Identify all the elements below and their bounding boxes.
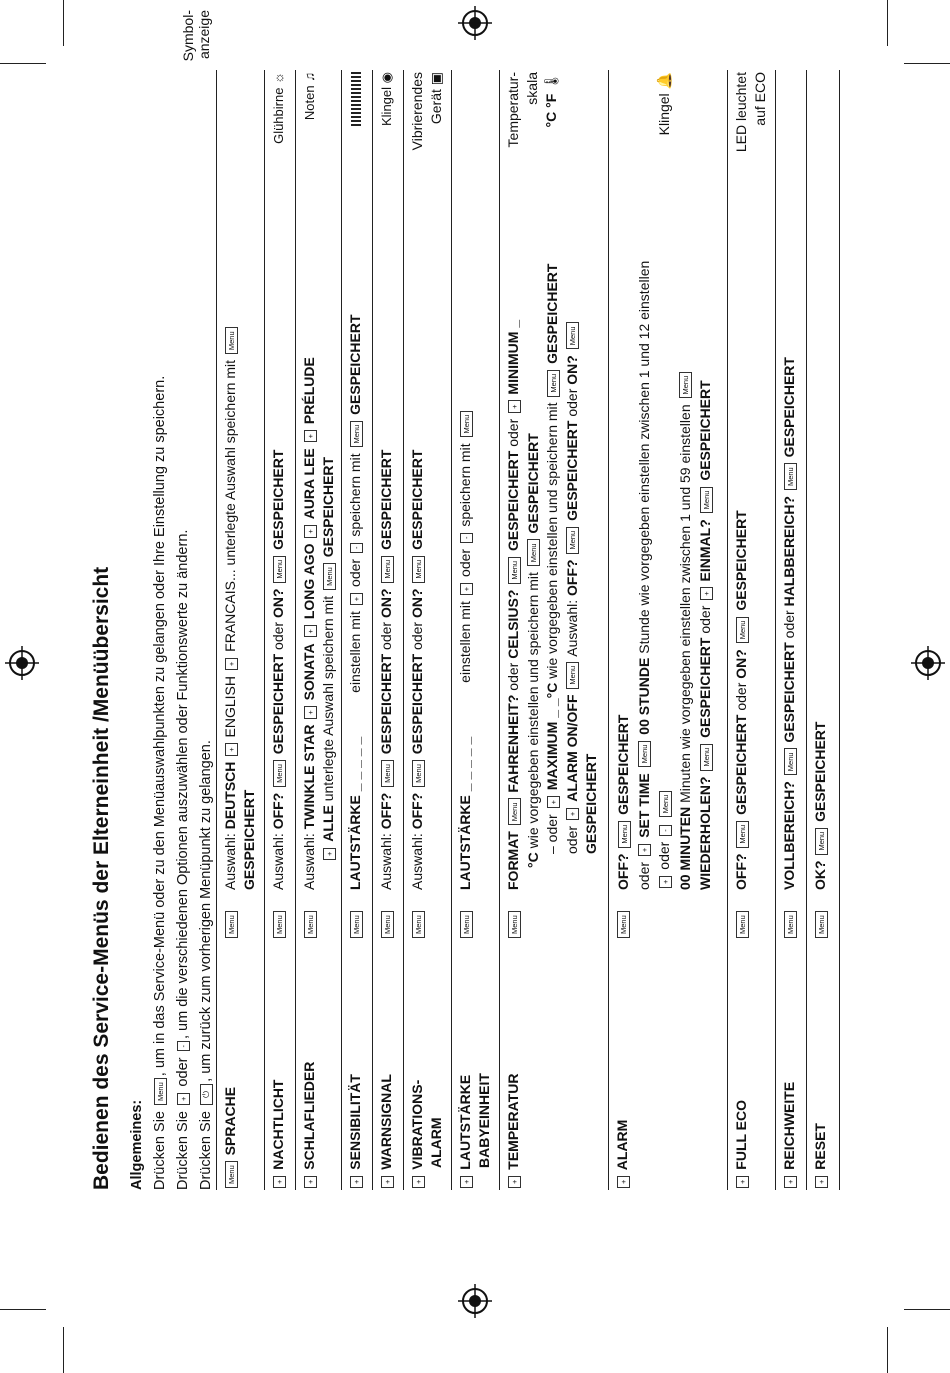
crop-mark — [0, 1309, 46, 1310]
minus-key-icon: - — [177, 1041, 190, 1052]
menu-row-full-eco — [727, 70, 772, 1190]
menu-key-icon: Menu — [381, 760, 394, 787]
menu-description: OK? Menu GESPEICHERT — [812, 721, 828, 890]
symbol-header-line: anzeige — [196, 10, 212, 60]
menu-key-icon: Menu — [527, 539, 540, 566]
menu-label: + RESET — [811, 952, 830, 1190]
menu-label: + SENSIBILITÄT — [346, 952, 365, 1190]
menu-key-icon: Menu — [566, 323, 579, 350]
plus-key-icon: + — [304, 1176, 317, 1188]
music-note-icon: ♫ — [302, 72, 317, 82]
menu-row-reset — [806, 70, 840, 1190]
symbol-cell: Klingel 🔔 — [656, 72, 672, 136]
instruction-text: , um die verschiedenen Optionen auszuwählen oder Funktionswerte zu ändern. — [175, 529, 191, 1039]
menu-row-vibrationsalarm — [403, 70, 448, 1190]
menu-key-icon: Menu — [225, 327, 238, 354]
symbol-cell: LED leuchtet auf ECO — [733, 72, 768, 153]
menu-description: FORMAT Menu FAHRENHEIT? oder CELSIUS? Menu GESPEICHERT oder + MINIMUM _ °C wie vorgegeben einstellen und speichern mit Menu GESPEICHERT – oder + MAXIMUM _ _°C wie vorgegeben einstellen und speichern mit Menu GESPEICHERT oder + ALARM ON/OFF Menu Auswahl: OFF? Menu GESPEICHERT oder ON? Menu GESPEICHERT — [505, 263, 599, 890]
menu-key-icon: Menu — [508, 799, 521, 826]
menu-key-icon: Menu — [304, 911, 317, 938]
instruction-line — [149, 376, 172, 1190]
menu-row-nachtlicht — [264, 70, 293, 1190]
menu-label: + ALARM — [613, 952, 632, 1190]
plus-key-icon: + — [815, 1176, 828, 1188]
plus-key-icon: + — [547, 796, 560, 808]
menu-key-icon: Menu — [638, 741, 651, 768]
menu-row-sprache — [216, 70, 261, 1190]
menu-row-sensibilitaet — [341, 70, 370, 1190]
menu-description: OFF? Menu GESPEICHERT oder + SET TIME Menu 00 STUNDE Stunde wie vorgegeben einstellen zwischen 1 und 12 einstellen + oder - Menu 00 MINUTEN Minuten wie vorgegeben einstellen zwischen 1 und 59 einstellen Menu WIEDERHOLEN? Menu GESPEICHERT oder + EINMAL? Menu GESPEICHERT — [615, 260, 713, 890]
symbol-cell: Noten ♫ — [302, 72, 317, 121]
menu-key-icon: Menu — [679, 372, 692, 399]
menu-row-temperatur — [499, 70, 604, 1190]
menu-row-warnsignal — [372, 70, 401, 1190]
plus-key-icon: + — [700, 587, 713, 599]
menu-key-icon: Menu — [566, 527, 579, 554]
page-title: Bedienen des Service-Menüs der Elterneinheit /Menüübersicht — [90, 566, 113, 1190]
menu-key-icon: Menu — [273, 760, 286, 787]
menu-key-icon: Menu — [736, 617, 749, 644]
plus-key-icon: + — [304, 525, 317, 537]
menu-key-icon: Menu — [566, 662, 579, 689]
menu-description: Auswahl: TWINKLE STAR + SONATA + LONG AGO + AURA LEE + PRÉLUDE + ALLE unterlegte Auswahl speichern mit Menu GESPEICHERT — [301, 357, 336, 890]
menu-key-icon: Menu — [350, 911, 363, 938]
plus-key-icon: + — [304, 706, 317, 718]
menu-key-icon: Menu — [508, 557, 521, 584]
symbol-cell: Klingel ◉ — [379, 72, 394, 126]
menu-description: LAUTSTÄRKE _ _ _ _ _ einstellen mit + oder - speichern mit Menu GESPEICHERT — [347, 314, 363, 890]
menu-key-cell — [221, 890, 240, 940]
plus-key-icon: + — [508, 1176, 521, 1188]
menu-row-alarm — [608, 70, 724, 1190]
plus-key-icon: + — [617, 1176, 630, 1188]
menu-key-icon: Menu — [225, 911, 238, 938]
menu-row-lautstaerke-babyeinheit — [451, 70, 496, 1190]
menu-key-cell — [300, 890, 319, 940]
menu-key-icon: Menu — [700, 487, 713, 514]
general-heading: Allgemeines: — [129, 1099, 145, 1190]
menu-description: OFF? Menu GESPEICHERT oder ON? Menu GESPEICHERT — [733, 510, 749, 890]
bell-icon: ◉ — [379, 72, 394, 84]
symbol-cell: Temperatur- skala °C °F 🌡 — [505, 72, 559, 148]
instruction-text: Drücken Sie — [152, 1111, 168, 1190]
crop-mark — [887, 0, 888, 46]
menu-label: + SCHLAFLIEDER — [300, 952, 319, 1190]
menu-key-icon: Menu — [381, 556, 394, 583]
plus-key-icon: + — [304, 625, 317, 637]
power-key-icon: ⏻ — [200, 1084, 213, 1105]
menu-key-icon: Menu — [412, 911, 425, 938]
menu-key-icon: Menu — [659, 791, 672, 818]
menu-key-icon: Menu — [736, 821, 749, 848]
menu-key-icon: Menu — [273, 911, 286, 938]
menu-key-icon: Menu — [225, 1161, 238, 1188]
menu-key-icon: Menu — [618, 821, 631, 848]
menu-key-cell — [811, 890, 830, 940]
plus-key-icon: + — [225, 658, 238, 670]
bell-icon: 🔔 — [656, 72, 672, 90]
plus-key-icon: + — [736, 1176, 749, 1188]
plus-key-icon: + — [566, 808, 579, 820]
crop-mark — [63, 1327, 64, 1373]
menu-key-icon: Menu — [154, 1078, 167, 1105]
menu-description: Auswahl: OFF? Menu GESPEICHERT oder ON? Menu GESPEICHERT — [378, 449, 394, 890]
menu-row-reichweite — [775, 70, 804, 1190]
menu-key-icon: Menu — [815, 828, 828, 855]
symbol-column-header — [180, 10, 212, 120]
menu-key-icon: Menu — [815, 911, 828, 938]
menu-description: VOLLBEREICH? Menu GESPEICHERT oder HALBBEREICH? Menu GESPEICHERT — [781, 357, 797, 890]
menu-key-icon: Menu — [412, 760, 425, 787]
menu-key-cell — [408, 890, 427, 940]
menu-key-icon: Menu — [323, 563, 336, 590]
general-instructions — [126, 376, 218, 1190]
minus-key-icon: - — [659, 825, 672, 836]
instruction-text: Drücken Sie — [175, 1111, 191, 1190]
instruction-text: , um zurück zum vorherigen Menüpunkt zu gelangen. — [198, 740, 214, 1082]
menu-label: Menu SPRACHE — [221, 952, 240, 1190]
menu-key-icon: Menu — [460, 911, 473, 938]
crop-mark — [904, 63, 950, 64]
menu-label: + VIBRATIONS- ALARM — [408, 952, 446, 1190]
menu-description: Auswahl: OFF? Menu GESPEICHERT oder ON? Menu GESPEICHERT — [409, 449, 425, 890]
plus-key-icon: + — [304, 430, 317, 442]
menu-label: + TEMPERATUR — [504, 952, 523, 1190]
menu-key-cell — [732, 890, 751, 940]
thermometer-icon: 🌡 — [543, 72, 559, 90]
menu-label: + FULL ECO — [732, 952, 751, 1190]
plus-key-icon: + — [412, 1176, 425, 1188]
menu-key-icon: Menu — [784, 911, 797, 938]
menu-key-icon: Menu — [273, 556, 286, 583]
light-bulb-icon: ☼ — [271, 72, 286, 84]
instruction-line — [172, 376, 195, 1190]
menu-key-icon: Menu — [700, 744, 713, 771]
menu-key-icon: Menu — [547, 370, 560, 397]
plus-key-icon: + — [225, 743, 238, 755]
menu-label: + LAUTSTÄRKE BABYEINHEIT — [456, 952, 494, 1190]
instruction-text: , um in das Service-Menü oder zu den Menüauswahlpunkten zu gelangen oder Ihre Einstellung zu speichern. — [152, 375, 168, 1077]
menu-key-icon: Menu — [412, 556, 425, 583]
plus-key-icon: + — [638, 844, 651, 856]
plus-key-icon: + — [508, 400, 521, 412]
instruction-text: Drücken Sie — [198, 1111, 214, 1190]
minus-key-icon: - — [460, 533, 473, 544]
menu-key-icon: Menu — [617, 911, 630, 938]
menu-key-icon: Menu — [350, 421, 363, 448]
menu-key-cell — [780, 890, 799, 940]
registration-mark-icon — [911, 646, 945, 680]
menu-key-cell — [346, 890, 365, 940]
plus-key-icon: + — [273, 1176, 286, 1188]
crop-mark — [904, 1309, 950, 1310]
symbol-header-line: Symbol- — [180, 10, 196, 62]
plus-key-icon: + — [784, 1176, 797, 1188]
menu-description: LAUTSTÄRKE _ _ _ _ _ einstellen mit + oder - speichern mit Menu — [456, 120, 475, 890]
plus-key-icon: + — [460, 1176, 473, 1188]
menu-description: Auswahl: DEUTSCH + ENGLISH + FRANCAIS... unterlegte Auswahl speichern mit Menu GESPEICHERT — [221, 120, 259, 890]
plus-key-icon: + — [177, 1093, 190, 1105]
symbol-cell: Glühbirne ☼ — [271, 72, 286, 144]
vibrating-device-icon: ▣ — [428, 72, 444, 86]
plus-key-icon: + — [460, 583, 473, 595]
instruction-text: oder — [175, 1057, 191, 1087]
menu-description: Auswahl: OFF? Menu GESPEICHERT oder ON? Menu GESPEICHERT — [270, 449, 286, 890]
symbol-cell — [346, 72, 365, 190]
plus-key-icon: + — [350, 1176, 363, 1188]
registration-mark-icon — [458, 1284, 492, 1318]
menu-key-cell — [456, 890, 475, 940]
menu-key-icon: Menu — [784, 463, 797, 490]
plus-key-icon: + — [381, 1176, 394, 1188]
menu-label: + REICHWEITE — [780, 952, 799, 1190]
menu-key-icon: Menu — [784, 748, 797, 775]
menu-key-cell — [613, 890, 632, 940]
menu-key-cell — [377, 890, 396, 940]
crop-mark — [887, 1327, 888, 1373]
symbol-cell: Vibrierendes Gerät ▣ — [409, 72, 444, 151]
menu-key-icon: Menu — [508, 911, 521, 938]
menu-label: + WARNSIGNAL — [377, 952, 396, 1190]
menu-key-icon: Menu — [381, 911, 394, 938]
menu-key-icon: Menu — [460, 411, 473, 438]
plus-key-icon: + — [350, 593, 363, 605]
level-bar-icon — [351, 72, 361, 126]
crop-mark — [0, 63, 46, 64]
instruction-line — [195, 376, 218, 1190]
plus-key-icon: + — [659, 876, 672, 888]
rotated-page-content — [90, 0, 880, 1230]
menu-key-icon: Menu — [736, 911, 749, 938]
menu-row-schlaflieder — [295, 70, 338, 1190]
menu-label: + NACHTLICHT — [269, 952, 288, 1190]
menu-key-cell — [504, 890, 523, 940]
plus-key-icon: + — [323, 848, 336, 860]
crop-mark — [63, 0, 64, 46]
registration-mark-icon — [5, 646, 39, 680]
minus-key-icon: - — [350, 543, 363, 554]
menu-key-cell — [269, 890, 288, 940]
